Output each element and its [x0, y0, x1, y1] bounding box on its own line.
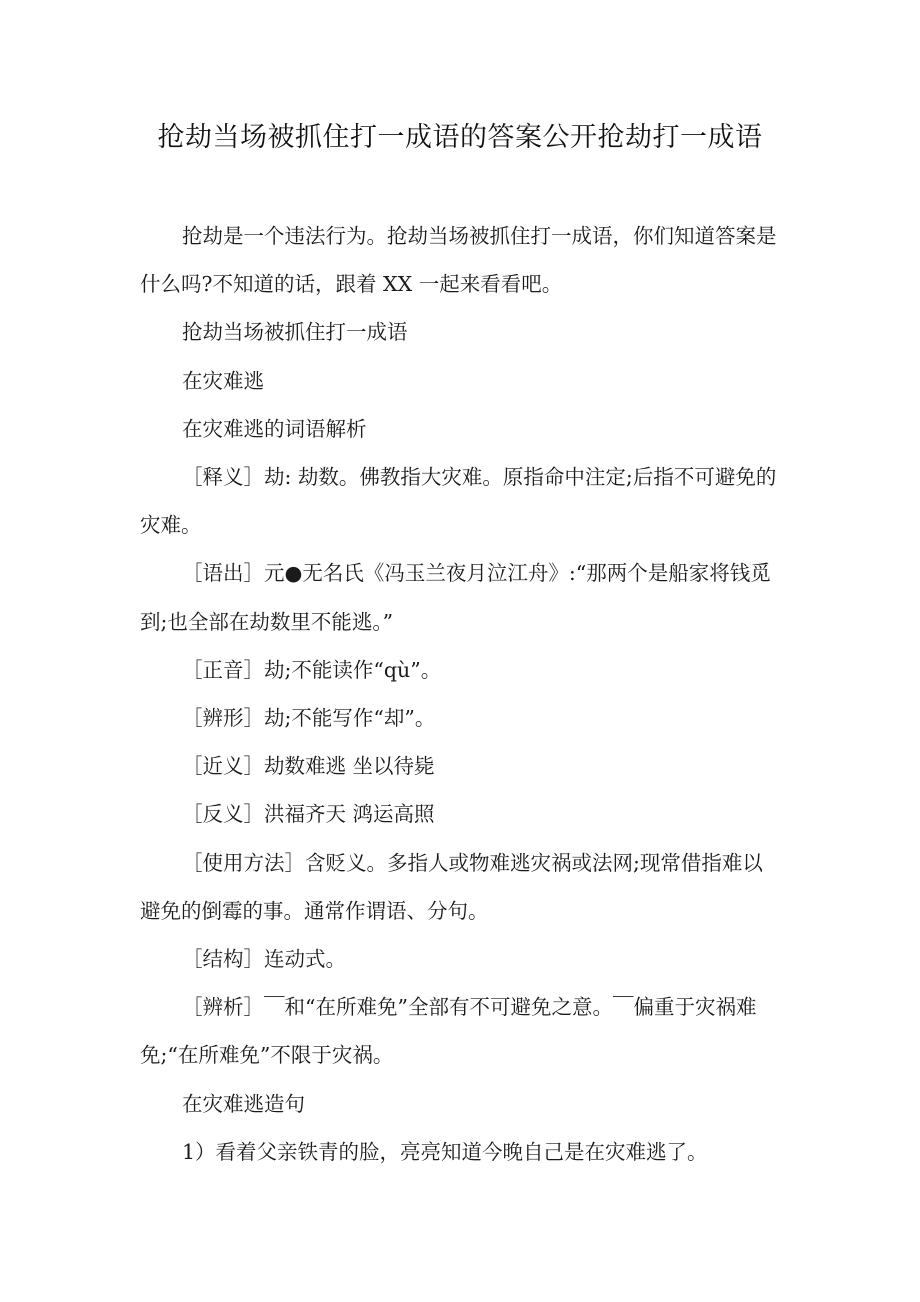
paragraph-example-1: 1）看着父亲铁青的脸，亮亮知道今晚自己是在灾难逃了。: [182, 1139, 708, 1164]
paragraph-structure: ［结构］连动式。: [182, 947, 346, 972]
paragraph-riddle: 抢劫当场被抓住打一成语: [182, 320, 408, 345]
document-title: 抢劫当场被抓住打一成语的答案公开抢劫打一成语: [157, 122, 763, 153]
paragraph-examples-heading: 在灾难逃造句: [182, 1091, 305, 1116]
paragraph-source: ［语出］元●无名氏《冯玉兰夜月泣江舟》:“那两个是船家将钱觅到;也全部在劫数里不能逃。”: [140, 561, 771, 634]
paragraph-form: ［辨形］劫;不能写作“却”。: [182, 706, 436, 731]
paragraph-definition: ［释义］劫: 劫数。佛教指大灾难。原指命中注定;后指不可避免的灾难。: [140, 465, 777, 538]
paragraph-distinction: ［辨析］￣和“在所难免”全部有不可避免之意。￣偏重于灾祸难免;“在所难免”不限于灾祸。: [140, 995, 757, 1068]
paragraph-usage: ［使用方法］含贬义。多指人或物难逃灾祸或法网;现常借指难以避免的倒霉的事。通常作谓语、分句。: [140, 850, 763, 923]
paragraph-pronunciation: ［正音］劫;不能读作“qù”。: [182, 657, 442, 682]
paragraph-answer: 在灾难逃: [182, 368, 264, 393]
document-body: [140, 212, 782, 1176]
paragraph-antonyms: ［反义］洪福齐天 鸿运高照: [182, 802, 435, 827]
paragraph-section-heading: 在灾难逃的词语解析: [182, 416, 367, 441]
paragraph-synonyms: ［近义］劫数难逃 坐以待毙: [182, 754, 435, 779]
paragraph-intro: 抢劫是一个违法行为。抢劫当场被抓住打一成语，你们知道答案是什么吗?不知道的话，跟着 XX 一起来看看吧。: [140, 224, 777, 297]
